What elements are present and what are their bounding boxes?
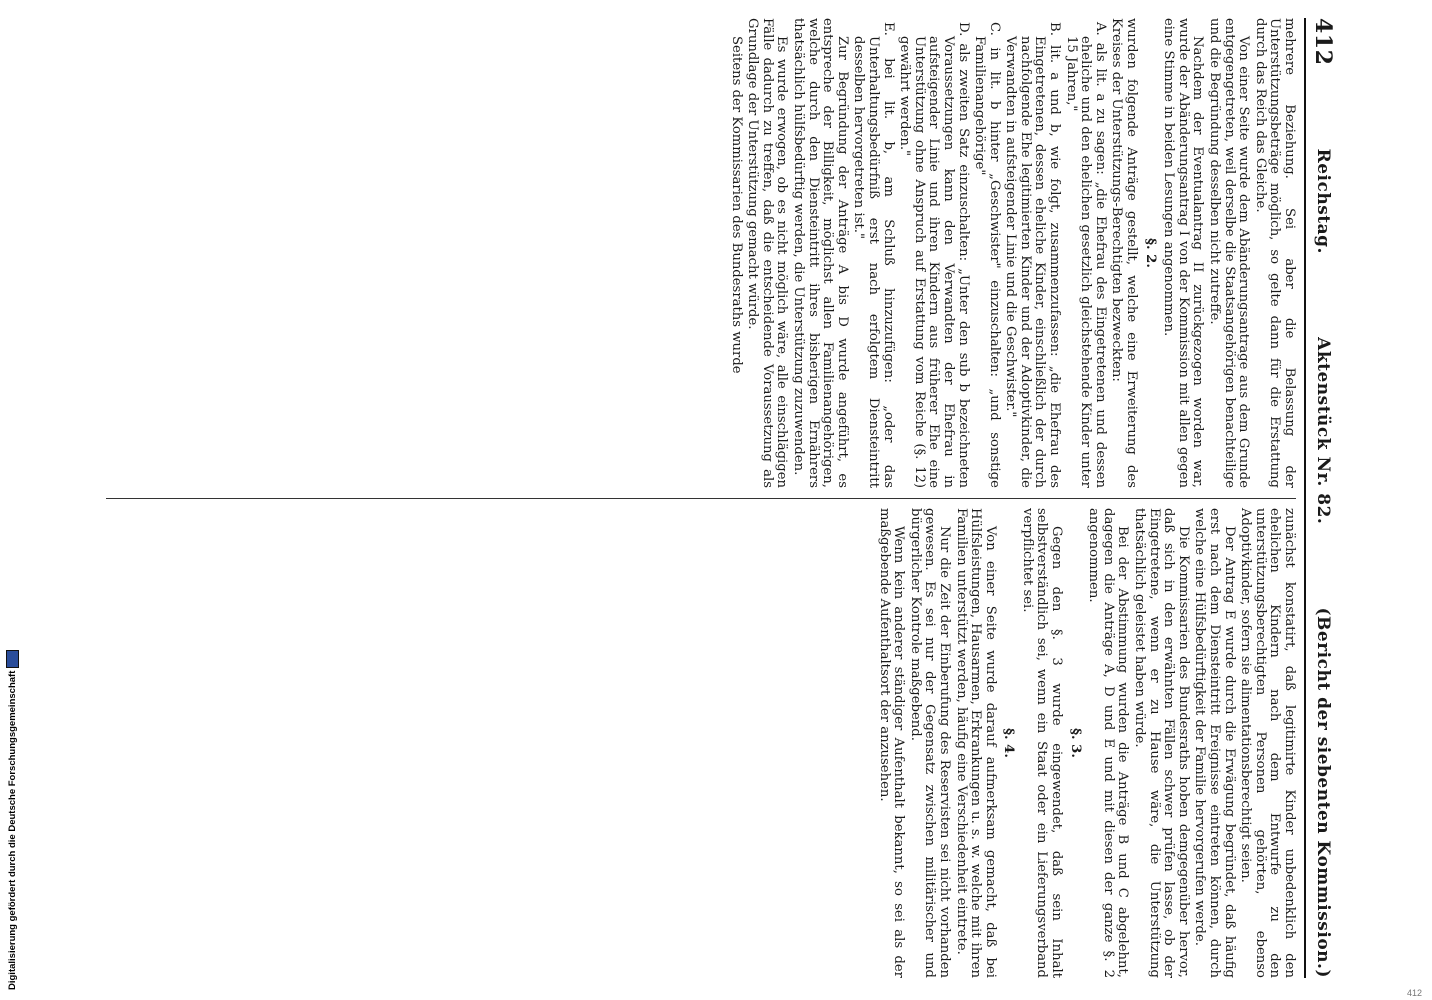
paragraph: Die Kommissarien des Bundesraths hoben demgegenüber hervor, daß sich in den erwähnten Fällen schwer prüfen lasse, ob der Eingetretene, wenn er zu Hause wäre, die Unterstützung thatsächlich geleistet haben würde. xyxy=(1132,508,1191,978)
footer-mark: 412 xyxy=(1406,988,1422,998)
paragraph: wurden folgende Anträge gestellt, welche eine Erweiterung des Kreises der Unterstützungs-Berechtigten bezweckten: xyxy=(1109,18,1140,488)
paragraph: Von einer Seite wurde darauf aufmerksam gemacht, daß bei Hülfsleistungen, Hausarmen, Erkrankungen u. s. w. welche mit ihren Familien unterstützt werden, häufig eine Verschiedenheit eintrete. xyxy=(953,508,998,978)
column-divider xyxy=(106,498,1296,499)
list-item: B. lit. a und b, wie folgt, zusammenzufassen: „die Ehefrau des Eingetretenen, dessen eheliche Kinder, einschließlich der durch nachfolgende Ehe legitimierten Kinder und der Adoptivkinder, die Verwandten in aufsteigender Linie und die Geschwister." xyxy=(1003,22,1063,488)
list-item: C. in lit. b hinter „Geschwister" einzuschalten: „und sonstige Familienangehörige" xyxy=(972,22,1002,488)
rotated-page-content xyxy=(100,18,1340,978)
paragraph: zunächst konstatirt, daß legitimirte Kinder unbedenklich den ehelichen Kindern nach dem Entwurfe zu den unterstützungsberechtigten Personen gehörten, ebenso Adoptivkinder, sofern sie alimentationsberechtigt seien. xyxy=(1238,508,1297,978)
list-item: D. als zweiten Satz einzuschalten: „Unter den sub b bezeichneten Voraussetzungen kann den Verwandten der Ehefrau in aufsteigender Linie und ihren Kindern aus früherer Ehe eine Unterstützung ohne Anspruch auf Erstattung vom Reiche (§. 12) gewährt werden." xyxy=(897,22,971,488)
list-item: A. als lit. a zu sagen: „die Ehefrau des Eingetretenen und dessen eheliche und den ehelichen gesetzlich gleichstehende Kinder unter 15 Jahren," xyxy=(1063,22,1108,488)
paragraph: Gegen den §. 3 wurde eingewendet, daß sein Inhalt selbstverständlich sei, wenn ein Staat oder ein Lieferungsverband verpflichtet sei. xyxy=(1019,508,1065,978)
list-item: E. bei lit. b, am Schluß hinzuzufügen: „oder das Unterhaltungsbedürfniß erst nach erfolgtem Diensteintritt desselben hervorgetreten ist." xyxy=(851,22,896,488)
paragraph: Es wurde erwogen, ob es nicht möglich wäre, alle einschlägigen Fälle dadurch zu treffen, daß die entscheidende Voraussetzung als Grundlage der Unterstützung gemacht würde. xyxy=(745,18,790,488)
header-title-right: (Bericht der siebenten Kommission.) xyxy=(1313,607,1333,978)
paragraph: Zur Begründung der Anträge A bis D wurde angeführt, es entspreche der Billigkeit, möglichst allen Familienangehörigen, welche durch den Diensteintritt ihres bisherigen Ernährers thatsächlich hülfsbedürftig werden, die Unterstützung zuzuwenden. xyxy=(791,18,850,488)
paragraph: Nur die Zeit der Einberufung des Reservisten sei nicht vorhanden gewesen. Es sei nur der Gegensatz zwischen militärischer und bürgerlicher Kontrole maßgebend. xyxy=(907,508,952,978)
digitization-credit xyxy=(6,650,19,990)
page-number: 412 xyxy=(1310,18,1336,66)
paragraph: Bei der Abstimmung wurden die Anträge B und C abgelehnt, dagegen die Anträge A, D und E und mit diesen der ganze §. 2 angenommen. xyxy=(1086,508,1131,978)
header-title-left: Reichstag. xyxy=(1313,148,1333,254)
section-heading: §. 3. xyxy=(1067,728,1083,758)
paragraph: Von einer Seite wurde dem Abänderungsantrage aus dem Grunde entgegengetreten, weil derselbe die Staatsangehörigen benachteilige und die Begründung desselben nicht zutreffe. xyxy=(1207,18,1252,488)
paragraph: Der Antrag E wurde durch die Erwägung begründet, daß häufig erst nach dem Diensteintritt Ereignisse eintreten können, durch welche eine Hülfsbedürftigkeit der Familie hervorgerufen werde. xyxy=(1192,508,1237,978)
section-heading: §. 2. xyxy=(1142,238,1158,268)
credit-text: Digitalisierung gefördert durch die Deutsche Forschungsgemeinschaft xyxy=(7,670,18,990)
left-text-column xyxy=(726,18,1296,488)
header-title-center: Aktenstück Nr. 82. xyxy=(1313,337,1333,525)
page-header xyxy=(1304,18,1340,978)
section-heading: §. 4. xyxy=(1001,728,1017,758)
paragraph: Wenn kein anderer ständiger Aufenthalt bekannt, so sei als der maßgebende Aufenthaltsort der anzusehen. xyxy=(876,508,907,978)
paragraph: Seitens der Kommissarien des Bundesraths wurde xyxy=(728,36,744,374)
paragraph: mehrere Beziehung. Sei aber die Belassung der Unterstützungsbeträge möglich, so gelte dann für die Erstattung durch das Reich das Gleiche. xyxy=(1252,18,1297,488)
dfg-logo-icon xyxy=(6,650,19,668)
paragraph: Nachdem der Eventualantrag II zurückgezogen worden war, wurde der Abänderungsantrag I von der Kommission mit allen gegen eine Stimme in beiden Lesungen angenommen. xyxy=(1161,18,1206,488)
right-text-column xyxy=(874,508,1296,978)
